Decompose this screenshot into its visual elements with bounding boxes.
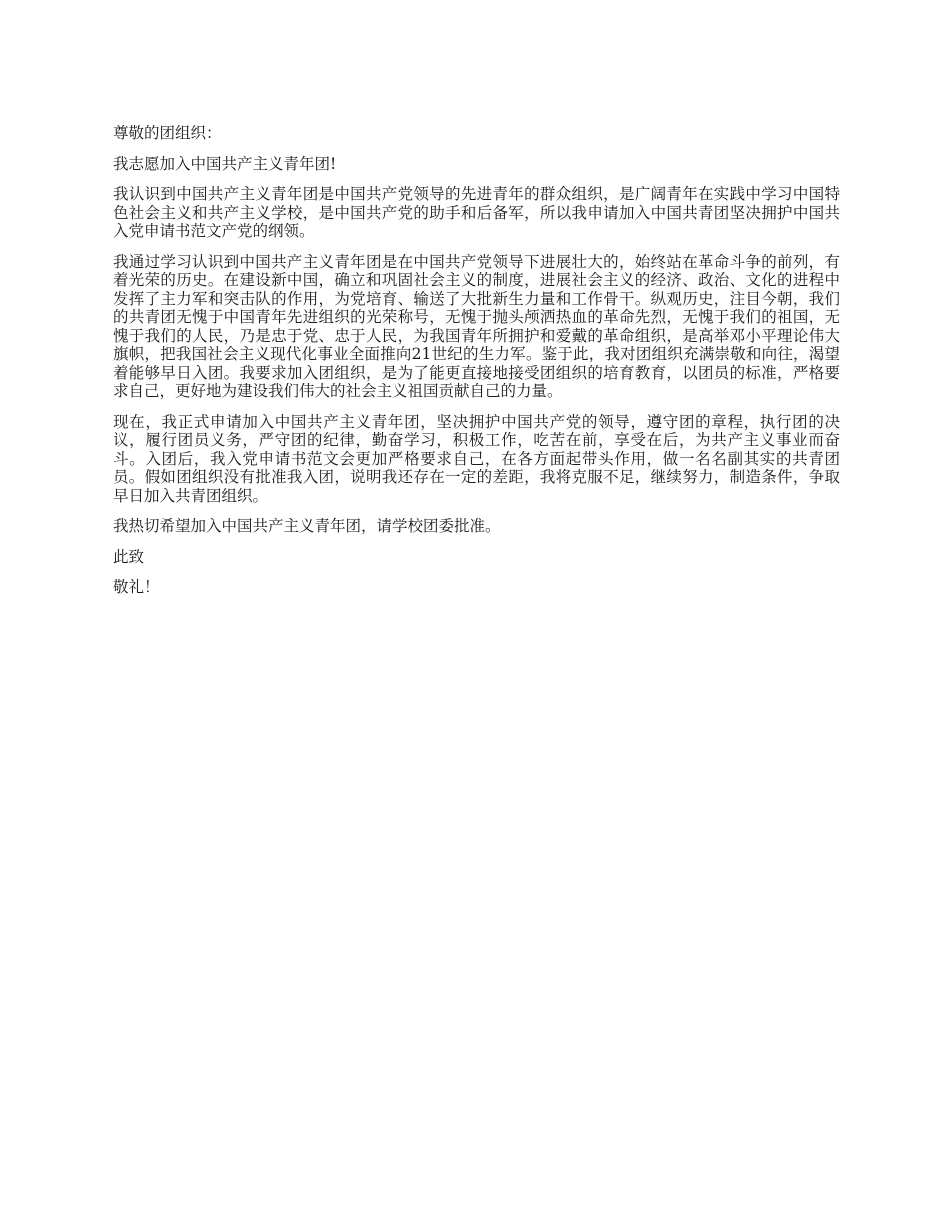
- letter-body: [113, 124, 840, 609]
- closing-jingli: 敬礼！: [113, 578, 160, 596]
- paragraph-history: 我通过学习认识到中国共产主义青年团是在中国共产党领导下进展壮大的，始终站在革命斗争的前列，有着光荣的历史。在建设新中国，确立和巩固社会主义的制度，进展社会主义的经济、政治、文化的进程中发挥了主力军和突击队的作用，为党培育、输送了大批新生力量和工作骨干。纵观历史，注目今朝，我们的共青团无愧于中国青年先进组织的光荣称号，无愧于抛头颅洒热血的革命先烈，无愧于我们的祖国，无愧于我们的人民，乃是忠于党、忠于人民，为我国青年所拥护和爱戴的革命组织，是高举邓小平理论伟大旗帜，把我国社会主义现代化事业全面推向21世纪的生力军。鉴于此，我对团组织充满崇敬和向往，渴望着能够早日入团。我要求加入团组织，是为了能更直接地接受团组织的培育教育，以团员的标准，严格要求自己，更好地为建设我们伟大的社会主义祖国贡献自己的力量。: [113, 252, 840, 400]
- closing-cizhi: 此致: [113, 547, 145, 566]
- paragraph-understanding: 我认识到中国共产主义青年团是中国共产党领导的先进青年的群众组织，是广阔青年在实践中学习中国特色社会主义和共产主义学校，是中国共产党的助手和后备军，所以我申请加入中国共青团坚决拥护中国共入党申请书范文产党的纲领。: [113, 185, 840, 240]
- salutation: 尊敬的团组织：: [113, 124, 222, 142]
- paragraph-intent: 我志愿加入中国共产主义青年团!: [113, 154, 337, 173]
- paragraph-request: 我热切希望加入中国共产主义青年团，请学校团委批准。: [113, 517, 501, 535]
- paragraph-commitment: 现在，我正式申请加入中国共产主义青年团，坚决拥护中国共产党的领导，遵守团的章程，执行团的决议，履行团员义务，严守团的纪律，勤奋学习，积极工作，吃苦在前，享受在后，为共产主义事业而奋斗。入团后，我入党申请书范文会更加严格要求自己，在各方面起带头作用，做一名名副其实的共青团员。假如团组织没有批准我入团，说明我还存在一定的差距，我将克服不足，继续努力，制造条件，争取早日加入共青团组织。: [113, 412, 840, 505]
